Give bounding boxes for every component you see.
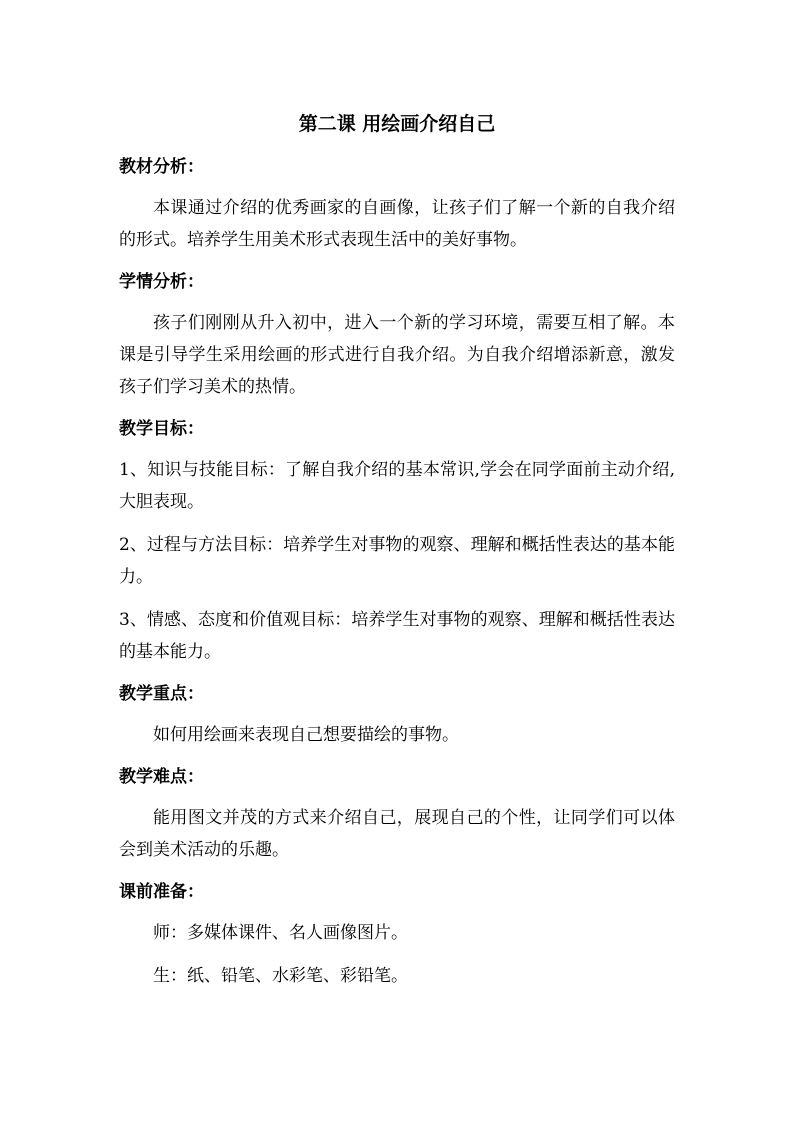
section-heading: 课前准备：	[119, 882, 204, 902]
section-paragraph: 能用图文并茂的方式来介绍自己，展现自己的个性，让同学们可以体会到美术活动的乐趣。	[119, 808, 675, 860]
section-heading: 教材分析：	[119, 157, 204, 177]
section-paragraph: 本课通过介绍的优秀画家的自画像，让孩子们了解一个新的自我介绍的形式。培养学生用美术形式表现生活中的美好事物。	[119, 198, 675, 250]
goal-item: 3、情感、态度和价值观目标：培养学生对事物的观察、理解和概括性表达的基本能力。	[119, 610, 675, 662]
section-paragraph: 师：多媒体课件、名人画像图片。	[153, 923, 408, 943]
section-teaching-goals	[119, 414, 675, 668]
section-heading: 教学重点：	[119, 684, 204, 704]
section-paragraph: 生：纸、铅笔、水彩笔、彩铅笔。	[153, 966, 408, 986]
goal-item: 1、知识与技能目标：了解自我介绍的基本常识,学会在同学面前主动介绍,大胆表现。	[119, 460, 675, 512]
section-heading: 学情分析：	[119, 272, 204, 292]
section-teaching-difficulty	[119, 762, 675, 866]
section-paragraph: 如何用绘画来表现自己想要描绘的事物。	[153, 725, 459, 745]
section-teaching-focus	[119, 679, 675, 751]
section-heading: 教学难点：	[119, 767, 204, 787]
goal-item: 2、过程与方法目标：培养学生对事物的观察、理解和概括性表达的基本能力。	[119, 535, 675, 587]
section-preparation	[119, 877, 675, 992]
section-textbook-analysis	[119, 152, 675, 256]
section-student-analysis	[119, 267, 675, 403]
document-title: 第二课 用绘画介绍自己	[298, 113, 496, 135]
section-heading: 教学目标：	[119, 419, 204, 439]
document-page	[119, 110, 675, 1003]
section-paragraph: 孩子们刚刚从升入初中，进入一个新的学习环境，需要互相了解。本课是引导学生采用绘画的形式进行自我介绍。为自我介绍增添新意，激发孩子们学习美术的热情。	[119, 313, 675, 397]
